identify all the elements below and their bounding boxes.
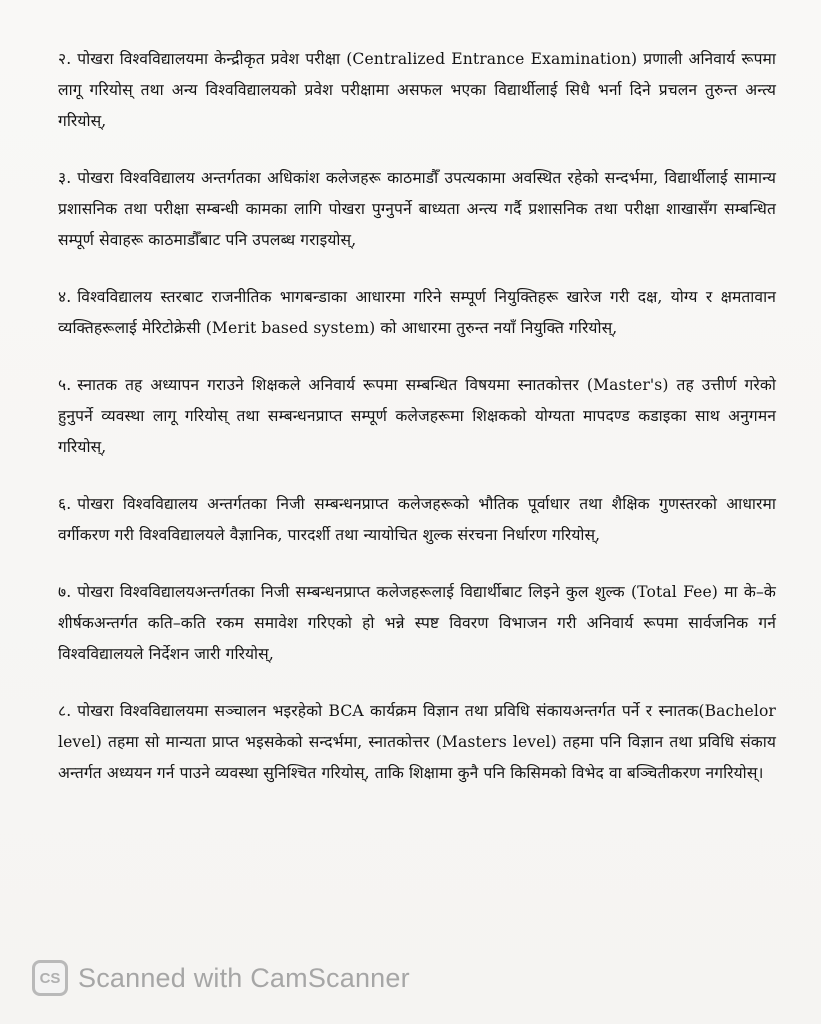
paragraph-text: पोखरा विश्वविद्यालयमा केन्द्रीकृत प्रवेश परीक्षा (Centralized Entrance Examination) प्रणाली अनिवार्य रूपमा लागू गरियोस् तथा अन्य विश्वविद्यालयको प्रवेश परीक्षामा असफल भएका विद्यार्थीलाई सिधै भर्ना दिने प्रचलन तुरुन्त अन्त्य गरियोस्, (58, 50, 776, 130)
paragraph-number: ४. (58, 288, 72, 306)
paragraph-3 (58, 163, 776, 256)
watermark-text: Scanned with CamScanner (78, 962, 410, 993)
paragraph-number: ७. (58, 583, 72, 601)
paragraph-text: पोखरा विश्वविद्यालयमा सञ्चालन भइरहेको BCA कार्यक्रम विज्ञान तथा प्रविधि संकायअन्तर्गत पर्ने र स्नातक(Bachelor level) तहमा सो मान्यता प्राप्त भइसकेको सन्दर्भमा, स्नातकोत्तर (Masters level) तहमा पनि विज्ञान तथा प्रविधि संकाय अन्तर्गत अध्ययन गर्न पाउने व्यवस्था सुनिश्चित गरियोस्, ताकि शिक्षामा कुनै पनि किसिमको विभेद वा बञ्चितीकरण नगरियोस्। (58, 702, 776, 782)
paragraph-number: २. (58, 50, 72, 68)
paragraph-2 (58, 44, 776, 137)
paragraph-text: विश्वविद्यालय स्तरबाट राजनीतिक भागबन्डाका आधारमा गरिने सम्पूर्ण नियुक्तिहरू खारेज गरी दक्ष, योग्य र क्षमतावान व्यक्तिहरूलाई मेरिटोक्रेसी (Merit based system) को आधारमा तुरुन्त नयाँ नियुक्ति गरियोस्, (58, 288, 776, 337)
paragraph-text: पोखरा विश्वविद्यालय अन्तर्गतका अधिकांश कलेजहरू काठमाडौँ उपत्यकामा अवस्थित रहेको सन्दर्भमा, विद्यार्थीलाई सामान्य प्रशासनिक तथा परीक्षा सम्बन्धी कामका लागि पोखरा पुग्नुपर्ने बाध्यता अन्त्य गर्दै प्रशासनिक तथा परीक्षा शाखासँग सम्बन्धित सम्पूर्ण सेवाहरू काठमाडौँबाट पनि उपलब्ध गराइयोस्, (58, 169, 776, 249)
paragraph-8 (58, 696, 776, 789)
paragraph-text: स्नातक तह अध्यापन गराउने शिक्षकले अनिवार्य रूपमा सम्बन्धित विषयमा स्नातकोत्तर (Master's) तह उत्तीर्ण गरेको हुनुपर्ने व्यवस्था लागू गरियोस् तथा सम्बन्धनप्राप्त सम्पूर्ण कलेजहरूमा शिक्षकको योग्यता मापदण्ड कडाइका साथ अनुगमन गरियोस्, (58, 376, 776, 456)
paragraph-5 (58, 370, 776, 463)
paragraph-number: ८. (58, 702, 72, 720)
paragraph-number: ६. (58, 495, 72, 513)
paragraph-number: ५. (58, 376, 72, 394)
paragraph-7 (58, 577, 776, 670)
paragraph-number: ३. (58, 169, 72, 187)
paragraph-text: पोखरा विश्वविद्यालय अन्तर्गतका निजी सम्बन्धनप्राप्त कलेजहरूको भौतिक पूर्वाधार तथा शैक्षिक गुणस्तरको आधारमा वर्गीकरण गरी विश्वविद्यालयले वैज्ञानिक, पारदर्शी तथा न्यायोचित शुल्क संरचना निर्धारण गरियोस्, (58, 495, 776, 544)
paragraph-4 (58, 282, 776, 344)
paragraph-text: पोखरा विश्वविद्यालयअन्तर्गतका निजी सम्बन्धनप्राप्त कलेजहरूलाई विद्यार्थीबाट लिइने कुल शुल्क (Total Fee) मा के–के शीर्षकअन्तर्गत कति–कति रकम समावेश गरिएको हो भन्ने स्पष्ट विवरण विभाजन गरी अनिवार्य रूपमा सार्वजनिक गर्न विश्वविद्यालयले निर्देशन जारी गरियोस्, (58, 583, 776, 663)
document-body (58, 44, 776, 815)
camscanner-watermark (32, 958, 410, 998)
paragraph-6 (58, 489, 776, 551)
camscanner-logo-icon: CS (32, 960, 68, 996)
